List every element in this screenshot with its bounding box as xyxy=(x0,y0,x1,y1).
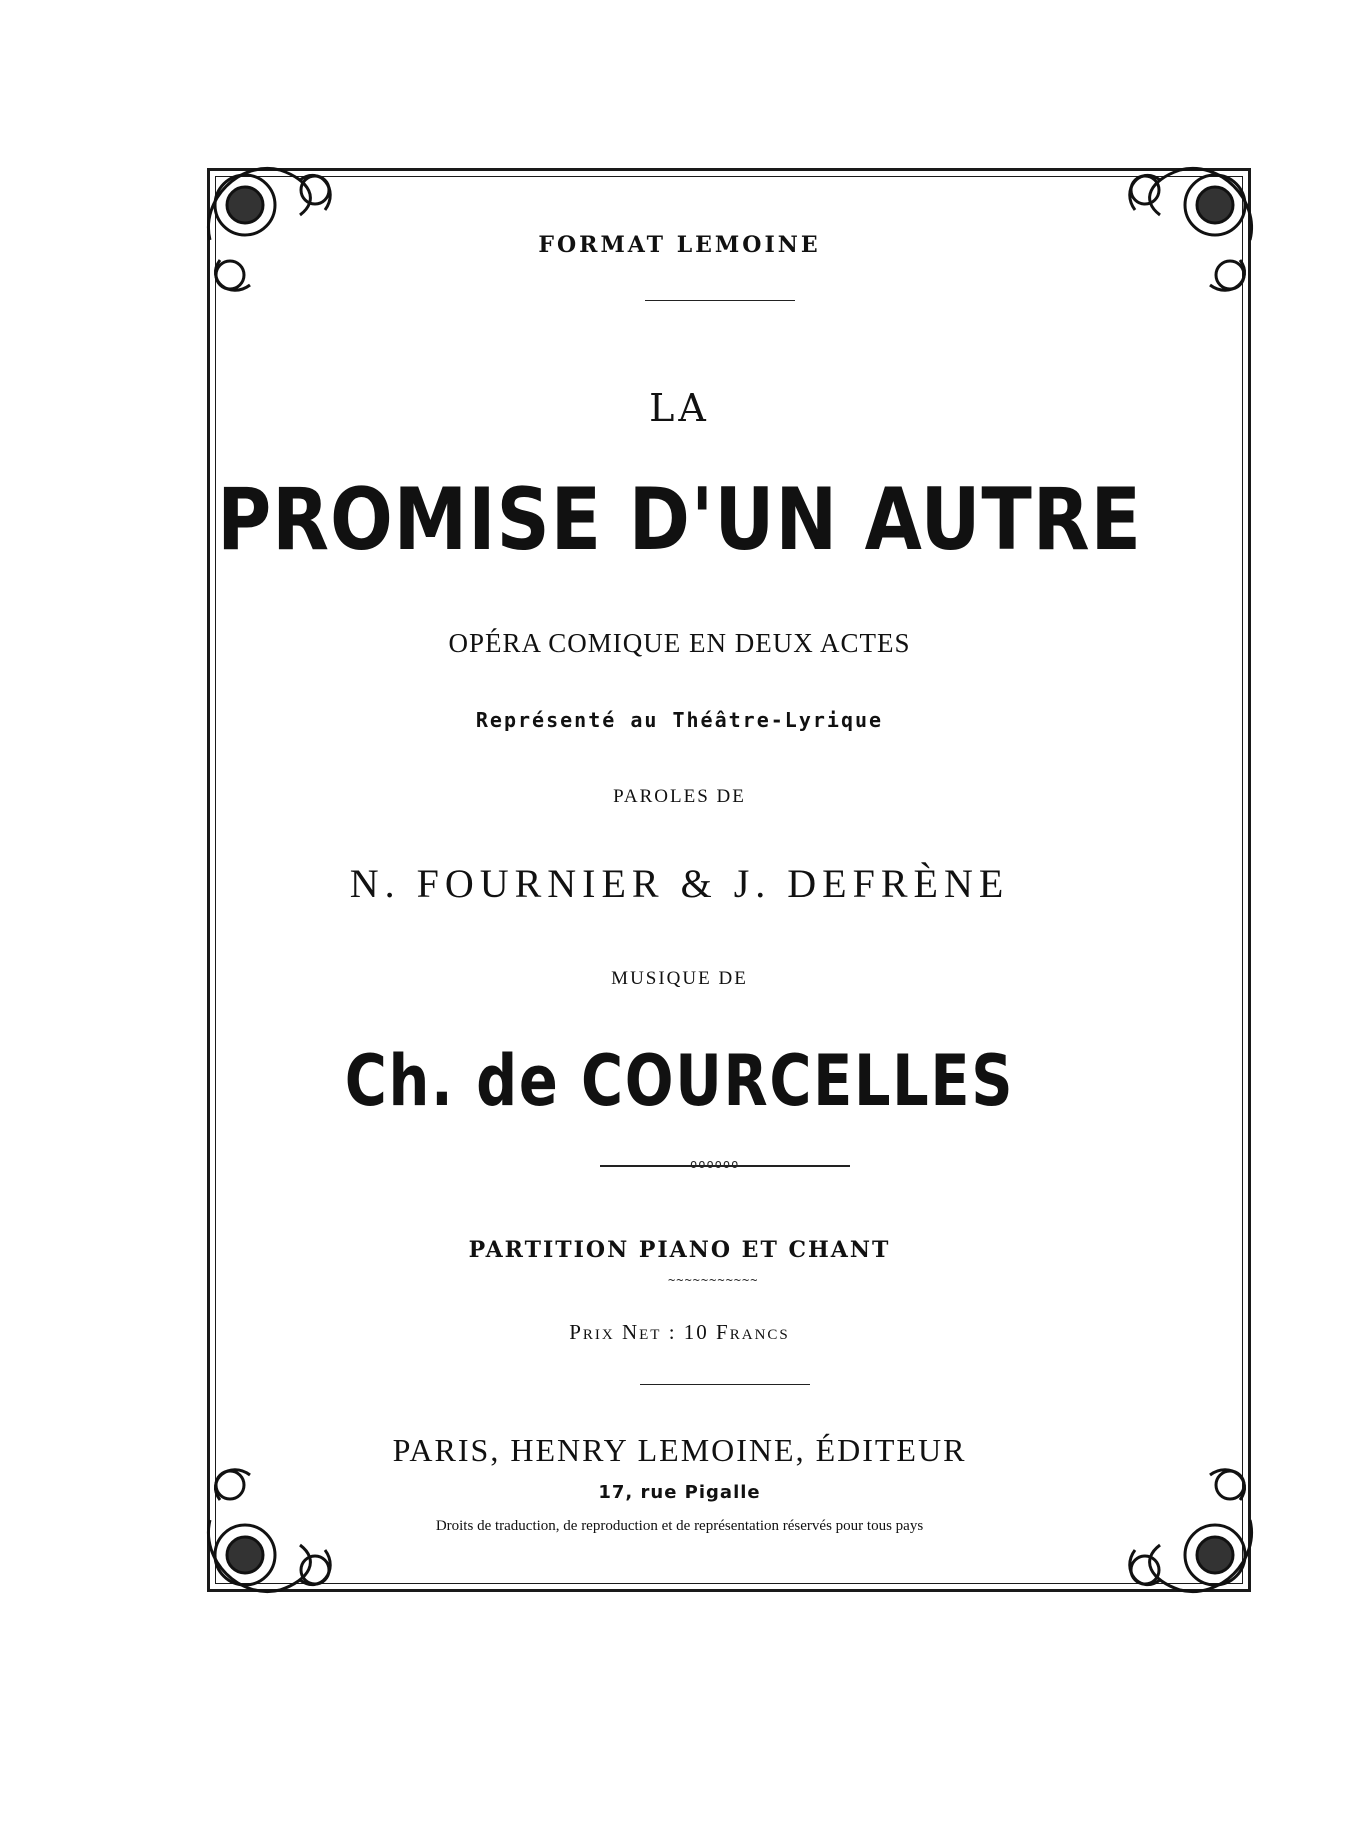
main-title: PROMISE D'UN AUTRE xyxy=(217,470,1142,570)
genre-line: OPÉRA COMIQUE EN DEUX ACTES xyxy=(448,628,911,658)
ornamental-divider-beads: oooooo xyxy=(690,1157,740,1171)
composer: Ch. de COURCELLES xyxy=(344,1040,1015,1122)
venue-line: Représenté au Théâtre-Lyrique xyxy=(475,708,884,732)
publisher-name: PARIS, HENRY LEMOINE, ÉDITEUR xyxy=(392,1432,967,1468)
price: Prix Net : 10 Francs xyxy=(569,1320,790,1344)
publisher-address: 17, rue Pigalle xyxy=(598,1482,761,1503)
music-label: MUSIQUE DE xyxy=(611,968,748,989)
divider xyxy=(645,300,795,301)
wavy-divider: ~~~~~~~~~~~ xyxy=(668,1273,759,1287)
edition-type: PARTITION PIANO ET CHANT xyxy=(468,1237,891,1263)
title-article: LA xyxy=(649,386,710,430)
lyrics-label: PAROLES DE xyxy=(613,786,746,807)
format-label: FORMAT LEMOINE xyxy=(538,232,821,258)
lyricists: N. FOURNIER & J. DEFRÈNE xyxy=(349,861,1010,906)
ornamental-divider-small xyxy=(640,1384,810,1385)
rights-notice: Droits de traduction, de reproduction et de représentation réservés pour tous pays xyxy=(435,1518,924,1534)
